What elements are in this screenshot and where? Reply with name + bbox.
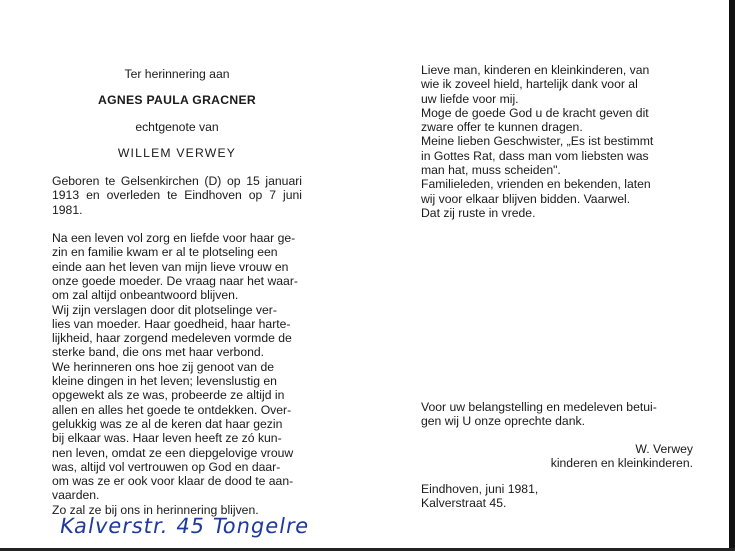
message-line: Moge de goede God u de kracht geven dit [421,105,649,120]
tribute-line: Na een leven vol zorg en liefde voor haar ge- [52,231,296,246]
message-line: Familieleden, vrienden en bekenden, laten [421,177,651,192]
tribute-line: onze goede moeder. De vraag naar het waar- [52,273,298,288]
tribute-line: bij elkaar was. Haar leven heeft ze zó kun- [52,431,282,446]
message-line: in Gottes Rat, dass man vom liebsten was [421,148,649,163]
message-line: Dat zij ruste in vrede. [421,205,536,220]
address: Kalverstraat 45. [421,496,507,511]
tribute-line: allen en alles het goede te ontdekken. Over- [52,402,292,417]
tribute-line: lijkheid, haar zorgend medeleven vormde de [52,331,292,346]
tribute-text [52,231,302,517]
tribute-line: lies van moeder. Haar goedheid, haar harte- [52,316,291,331]
tribute-line: Wij zijn verslagen door dit plotselinge ver- [52,302,277,317]
left-column [52,63,302,517]
birth-death-text: Geboren te Gelsenkirchen (D) op 15 januari 1913 en overleden te Eindhoven op 7 juni 1981. [52,174,302,217]
thanks-block [421,400,693,470]
tribute-line: gelukkig was ze al de keren dat haar gezin [52,416,283,431]
signature-name: W. Verwey [635,441,693,456]
signature-family: kinderen en kleinkinderen. [550,455,693,470]
tribute-line: Zo zal ze bij ons in herinnering blijven. [52,502,259,517]
message-line: wij voor elkaar blijven bidden. Vaarwel. [421,191,631,206]
tribute-line: sterke band, die ons met haar verbond. [52,345,265,360]
tribute-line: om zal altijd onbeantwoord blijven. [52,288,239,303]
message-line: Meine lieben Geschwister, „Es ist bestimmt [421,134,654,149]
card-edge-shadow [729,0,735,551]
tribute-line: nen leven, omdat ze een diepgelovige vrouw [52,445,294,460]
message-line: Lieve man, kinderen en kleinkinderen, van [421,63,650,77]
tribute-line: einde aan het leven van mijn lieve vrouw en [52,259,289,274]
right-column [421,63,693,220]
in-memory-heading: Ter herinnering aan [124,67,230,81]
tribute-line: kleine dingen in het leven; levenslustig en [52,374,277,389]
message-line: man hat, muss scheiden". [421,163,561,178]
tribute-line: was, altijd vol vertrouwen op God en daar- [52,459,281,474]
place-date: Eindhoven, juni 1981, [421,482,539,496]
thanks-line: gen wij U onze oprechte dank. [421,414,585,429]
tribute-line: opgewekt als ze was, probeerde ze altijd in [52,388,285,403]
message-line: wie ik zoveel hield, hartelijk dank voor al [421,77,638,92]
tribute-line: We herinneren ons hoe zij genoot van de [52,359,275,374]
place-date-block [421,482,693,511]
message-line: zware offer te kunnen dragen. [421,120,583,135]
deceased-name: AGNES PAULA GRACNER [97,93,257,108]
tribute-line: zin en familie kwam er al te plotseling een [52,245,278,260]
message-line: uw liefde voor mij. [421,91,519,106]
tribute-line: om was ze er ook voor klaar de dood te aan- [52,474,294,489]
handwritten-note: Kalverstr. 45 Tongelre [57,514,312,538]
husband-name: WILLEM VERWEY [117,145,237,160]
tribute-line: vaarden. [52,488,100,503]
thanks-line: Voor uw belangstelling en medeleven betui- [421,400,657,414]
spouse-of-label: echtgenote van [135,119,219,134]
